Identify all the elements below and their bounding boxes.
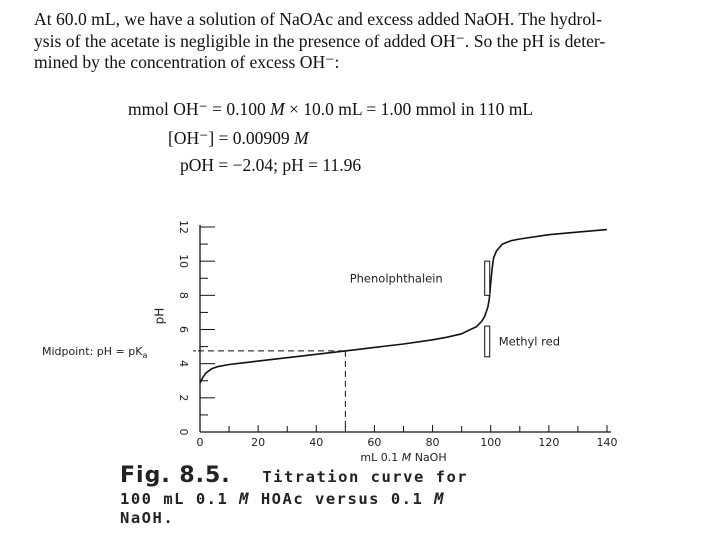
methyl-red-label: Methyl red: [498, 334, 561, 349]
equation-poh-ph: pOH = −2.04; pH = 11.96: [180, 155, 362, 175]
caption-line-3: NaOH.: [120, 509, 175, 527]
x-tick-label: 60: [367, 436, 382, 449]
methyl-red-range-bar: [485, 326, 490, 357]
y-tick-label: 12: [177, 220, 190, 234]
y-tick-label: 8: [177, 291, 190, 299]
y-tick-label: 4: [177, 360, 190, 368]
intro-line-3: mined by the concentration of excess OH⁻:: [34, 52, 340, 72]
phenolphthalein-range-bar: [485, 261, 490, 295]
figure-number: Fig. 8.5.: [120, 463, 231, 488]
x-tick-label: 80: [425, 436, 440, 449]
phenolphthalein-label: Phenolphthalein: [349, 271, 443, 286]
titration-curve: [200, 230, 607, 383]
x-tick-label: 20: [251, 436, 266, 449]
y-tick-label: 6: [177, 326, 190, 333]
y-tick-label: 10: [177, 254, 190, 269]
intro-line-2: ysis of the acetate is negligible in the presence of added OH⁻. So the pH is deter-: [34, 30, 606, 51]
midpoint-label: Midpoint: pH = $pK_a$: [42, 344, 148, 360]
equation-oh-concentration: [OH⁻] = 0.00909 M: [168, 128, 309, 148]
y-tick-label: 2: [177, 394, 190, 402]
x-tick-label: 0: [196, 436, 204, 449]
x-tick-label: 140: [596, 436, 618, 449]
intro-line-1: At 60.0 mL, we have a solution of NaOAc and excess added NaOH. The hydrol-: [34, 9, 602, 29]
equation-mmol-oh: mmol OH⁻ = 0.100 M × 10.0 mL = 1.00 mmol in 110 mL: [128, 99, 534, 119]
caption-line-2: 100 mL 0.1 M HOAc versus 0.1 M: [120, 490, 445, 508]
y-axis-label: pH: [152, 307, 167, 325]
caption-title: Titration curve for: [262, 468, 469, 486]
y-tick-label: 0: [177, 428, 190, 436]
x-tick-label: 100: [480, 436, 502, 449]
caption-line-1: [120, 463, 468, 488]
x-tick-label: 120: [538, 436, 560, 449]
x-axis-label: mL 0.1 M NaOH: [360, 451, 447, 464]
x-tick-label: 40: [309, 436, 324, 449]
